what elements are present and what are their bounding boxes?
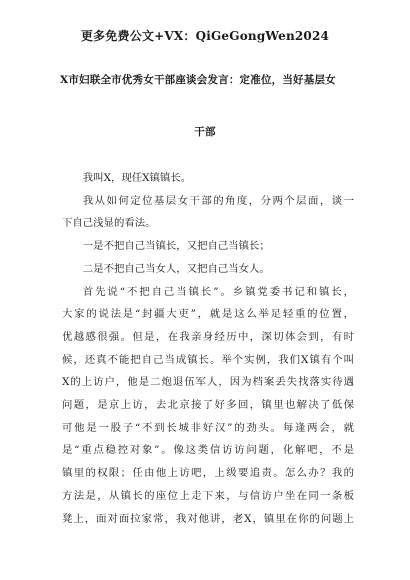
body-line: 二是不把自己当女人，又把自己当女人。 — [82, 262, 270, 275]
body-line: 一是不把自己当镇长，又把自己当镇长； — [82, 240, 270, 253]
body-line: 可他是一股子“不到长城非好汉”的劲头。每逢两会，就 — [62, 421, 354, 434]
body-line: 我叫X，现任X镇镇长。 — [82, 172, 192, 184]
document-body — [62, 167, 354, 530]
title-line-2: 干部 — [194, 126, 216, 138]
body-line: 大家的说法是“封疆大吏”，就是这么举足轻重的位置， — [62, 308, 354, 321]
promo-header: 更多免费公文+VX：QiGeGongWen2024 — [80, 29, 330, 43]
body-line: 首先说“不把自己当镇长”。乡镇党委书记和镇长， — [82, 285, 354, 298]
document-title — [60, 67, 360, 138]
body-line: 优越感很强。但是，在我亲身经历中，深切体会到，有时 — [62, 330, 354, 343]
body-line: 是“重点稳控对象”。像这类信访访问题，化解吧，不是 — [62, 444, 354, 457]
body-line: 下自己浅显的看法。 — [62, 217, 156, 230]
body-line: 方法是，从镇长的座位上走下来，与信访户坐在同一条板 — [62, 489, 354, 502]
body-line: X的上访户，他是二炮退伍军人，因为档案丢失找落实待遇 — [62, 376, 354, 389]
body-line: 问题，是京上访，去北京接了好多回，镇里也解决了低保 — [62, 399, 354, 412]
body-line: 我从如何定位基层女干部的角度，分两个层面，谈一 — [82, 194, 354, 207]
title-line-1: X市妇联全市优秀女干部座谈会发言：定准位，当好基层女 — [60, 74, 336, 86]
body-line: 候，还真不能把自己当成镇长。举个实例，我们X镇有个叫 — [62, 353, 354, 366]
body-line: 镇里的权限；任由他上访吧，上级要追责。怎么办？我的 — [62, 467, 354, 480]
body-line: 凳上，面对面拉家常，我对他讲，老X，镇里在你的问题上 — [62, 512, 354, 525]
